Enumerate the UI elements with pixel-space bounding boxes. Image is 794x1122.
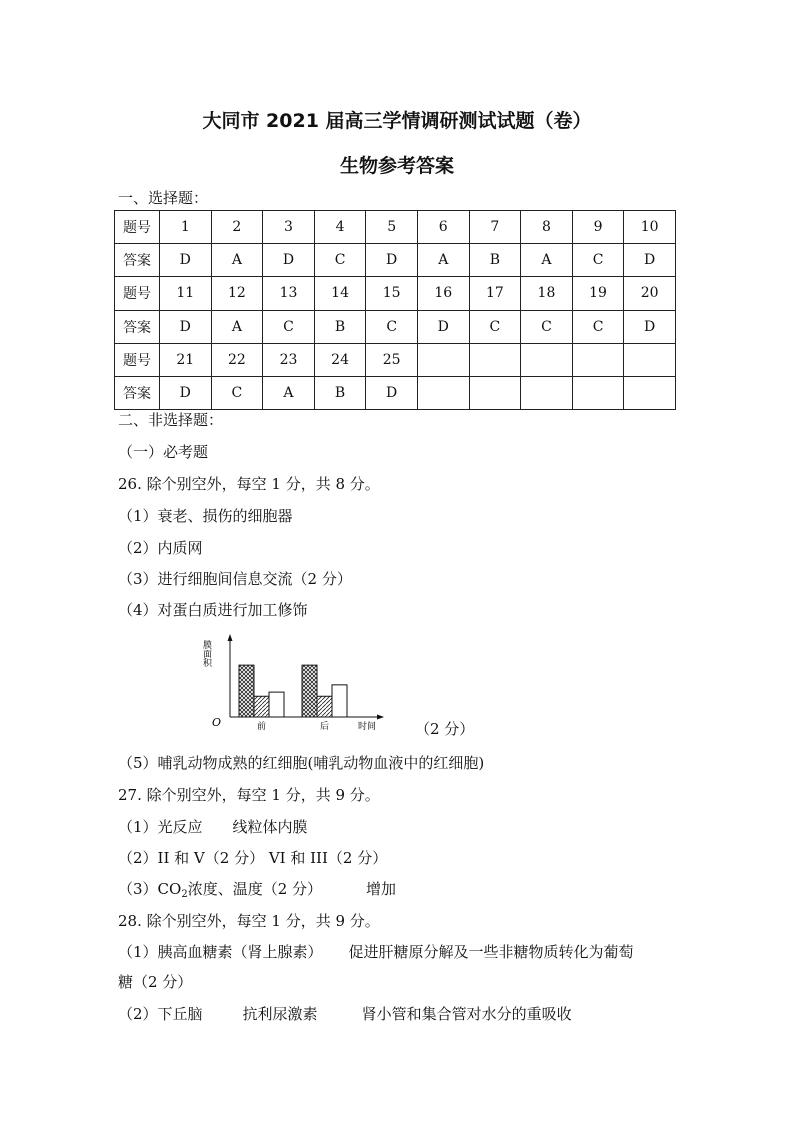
category-label-before: 前 <box>257 722 267 732</box>
table-cell: D <box>160 376 212 409</box>
page-subtitle: 生物参考答案 <box>339 155 454 177</box>
table-cell <box>521 343 573 376</box>
table-cell: 15 <box>366 277 418 310</box>
q28-answer-1-part2: 促进肝糖原分解及一些非糖物质转化为葡萄 <box>348 943 634 961</box>
table-cell: A <box>211 310 263 343</box>
table-cell: 19 <box>572 277 624 310</box>
table-cell: D <box>366 244 418 277</box>
q27-intro: 27. 除个别空外，每空 1 分，共 9 分。 <box>118 786 380 804</box>
row-label: 答案 <box>115 310 160 343</box>
page-title: 大同市 2021 届高三学情调研测试试题（卷） <box>202 110 592 132</box>
table-cell <box>469 376 521 409</box>
table-cell: C <box>314 244 366 277</box>
x-axis-label: 时间 <box>358 722 377 732</box>
q28-answer-1-cont: 糖（2 分） <box>118 973 193 991</box>
q27-answer-2: （2）II 和 V（2 分） VI 和 III（2 分） <box>118 849 388 867</box>
q26-answer-4: （4）对蛋白质进行加工修饰 <box>118 601 308 619</box>
table-cell: 12 <box>211 277 263 310</box>
q28-intro: 28. 除个别空外，每空 1 分，共 9 分。 <box>118 912 380 930</box>
table-cell: 14 <box>314 277 366 310</box>
table-cell: 21 <box>160 343 212 376</box>
table-cell: 3 <box>263 211 315 244</box>
table-cell: D <box>160 310 212 343</box>
table-cell: 20 <box>624 277 676 310</box>
table-cell: 10 <box>624 211 676 244</box>
chart-score: （2 分） <box>415 720 475 738</box>
table-cell <box>417 343 469 376</box>
table-cell: A <box>211 244 263 277</box>
required-questions-heading: （一）必考题 <box>118 443 209 461</box>
q28-answer-2-part1: （2）下丘脑 <box>118 1005 203 1023</box>
answer-table <box>114 210 676 410</box>
table-cell: 24 <box>314 343 366 376</box>
table-cell: 17 <box>469 277 521 310</box>
table-cell: 18 <box>521 277 573 310</box>
row-label: 题号 <box>115 277 160 310</box>
table-cell: C <box>521 310 573 343</box>
table-cell: D <box>624 310 676 343</box>
q27-answer-3 <box>118 878 396 900</box>
table-cell <box>572 376 624 409</box>
table-cell: 2 <box>211 211 263 244</box>
table-cell: C <box>469 310 521 343</box>
table-cell: 4 <box>314 211 366 244</box>
membrane-area-chart <box>198 632 398 732</box>
q26-answer-1: （1）衰老、损伤的细胞器 <box>118 507 293 525</box>
section-nonchoice-heading: 二、非选择题： <box>118 411 224 429</box>
table-cell <box>572 343 624 376</box>
table-cell: 16 <box>417 277 469 310</box>
x-axis-arrow <box>377 715 384 720</box>
row-label: 题号 <box>115 211 160 244</box>
table-cell: 7 <box>469 211 521 244</box>
table-cell: A <box>521 244 573 277</box>
table-cell: 8 <box>521 211 573 244</box>
table-row <box>115 244 676 277</box>
table-row <box>115 310 676 343</box>
q27-answer-1-part1: （1）光反应 <box>118 818 203 836</box>
q28-answer-2-part2: 抗利尿激素 <box>242 1005 318 1023</box>
table-cell: C <box>211 376 263 409</box>
row-label: 题号 <box>115 343 160 376</box>
table-cell: 1 <box>160 211 212 244</box>
table-cell: 13 <box>263 277 315 310</box>
bar-golgi-after <box>317 696 332 717</box>
q27-answer-3-subscript: 2 <box>181 889 188 900</box>
q28-answer-1-part1: （1）胰高血糖素（肾上腺素） <box>118 943 323 961</box>
table-cell <box>521 376 573 409</box>
origin-label: O <box>212 716 222 729</box>
table-cell: D <box>263 244 315 277</box>
table-cell: D <box>160 244 212 277</box>
bar-membrane-before <box>269 692 284 717</box>
table-cell: C <box>572 310 624 343</box>
table-cell: C <box>572 244 624 277</box>
table-cell: 25 <box>366 343 418 376</box>
q26-answer-3: （3）进行细胞间信息交流（2 分） <box>118 570 352 588</box>
q27-answer-3-co: （3）CO <box>118 880 182 898</box>
table-cell <box>417 376 469 409</box>
q27-answer-3-part2: 增加 <box>366 880 397 898</box>
table-cell: D <box>624 244 676 277</box>
section-choice-heading: 一、选择题： <box>118 189 209 207</box>
q28-answer-1 <box>118 941 634 962</box>
q26-intro: 26. 除个别空外，每空 1 分，共 8 分。 <box>118 475 380 493</box>
bar-membrane-after <box>332 685 347 717</box>
table-cell: A <box>417 244 469 277</box>
q26-answer-5: （5）哺乳动物成熟的红细胞(哺乳动物血液中的红细胞) <box>118 754 485 772</box>
q26-answer-2: （2）内质网 <box>118 539 203 557</box>
table-cell: 6 <box>417 211 469 244</box>
row-label: 答案 <box>115 376 160 409</box>
table-cell: B <box>314 310 366 343</box>
table-row <box>115 376 676 409</box>
row-label: 答案 <box>115 244 160 277</box>
table-cell <box>624 376 676 409</box>
bar-golgi-before <box>254 696 269 717</box>
table-cell: 22 <box>211 343 263 376</box>
table-cell: B <box>469 244 521 277</box>
table-cell: C <box>263 310 315 343</box>
table-cell: D <box>366 376 418 409</box>
y-axis-arrow <box>228 634 233 641</box>
q28-answer-2 <box>118 1003 572 1024</box>
table-row <box>115 277 676 310</box>
category-label-after: 后 <box>320 722 330 732</box>
table-cell: B <box>314 376 366 409</box>
table-cell: 11 <box>160 277 212 310</box>
q27-answer-3-factors: 浓度、温度（2 分） <box>187 880 323 898</box>
table-cell: A <box>263 376 315 409</box>
bar-er-after <box>302 665 317 717</box>
table-cell: D <box>417 310 469 343</box>
table-cell: C <box>366 310 418 343</box>
table-cell <box>624 343 676 376</box>
q27-answer-1 <box>118 816 308 837</box>
table-cell <box>469 343 521 376</box>
table-cell: 5 <box>366 211 418 244</box>
q28-answer-2-part3: 肾小管和集合管对水分的重吸收 <box>361 1005 572 1023</box>
table-cell: 9 <box>572 211 624 244</box>
table-cell: 23 <box>263 343 315 376</box>
table-row <box>115 211 676 244</box>
bar-er-before <box>239 665 254 717</box>
table-row <box>115 343 676 376</box>
q27-answer-1-part2: 线粒体内膜 <box>232 818 308 836</box>
y-axis-label: 膜面积 <box>201 640 211 667</box>
